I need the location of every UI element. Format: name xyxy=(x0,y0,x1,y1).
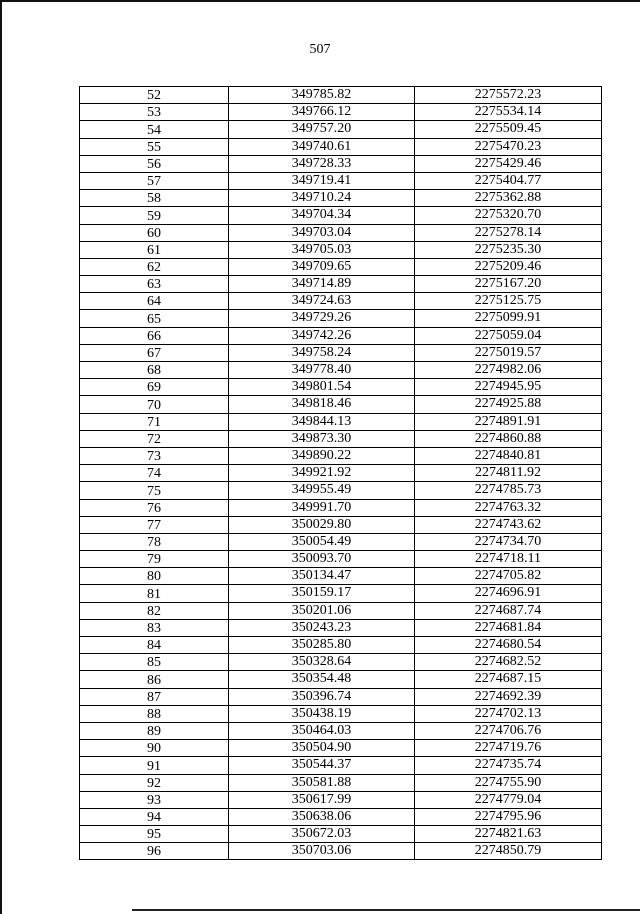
point-number-cell: 65 xyxy=(80,310,229,327)
y-coordinate-cell: 2274718.11 xyxy=(415,551,602,568)
x-coordinate-cell: 349801.54 xyxy=(229,379,415,396)
point-number-cell: 89 xyxy=(80,722,229,739)
table-row xyxy=(80,327,602,344)
point-number-cell: 86 xyxy=(80,671,229,688)
x-coordinate-cell: 349778.40 xyxy=(229,362,415,379)
x-coordinate-cell: 349766.12 xyxy=(229,104,415,121)
point-number-cell: 77 xyxy=(80,516,229,533)
y-coordinate-cell: 2274860.88 xyxy=(415,430,602,447)
x-coordinate-cell: 349724.63 xyxy=(229,293,415,310)
point-number-cell: 88 xyxy=(80,705,229,722)
table-row xyxy=(80,482,602,499)
y-coordinate-cell: 2275099.91 xyxy=(415,310,602,327)
point-number-cell: 68 xyxy=(80,362,229,379)
point-number-cell: 73 xyxy=(80,447,229,464)
point-number-cell: 76 xyxy=(80,499,229,516)
y-coordinate-cell: 2274692.39 xyxy=(415,688,602,705)
table-row xyxy=(80,843,602,860)
point-number-cell: 59 xyxy=(80,207,229,224)
x-coordinate-cell: 349991.70 xyxy=(229,499,415,516)
y-coordinate-cell: 2275209.46 xyxy=(415,258,602,275)
x-coordinate-cell: 350672.03 xyxy=(229,826,415,843)
table-row xyxy=(80,379,602,396)
y-coordinate-cell: 2274785.73 xyxy=(415,482,602,499)
y-coordinate-cell: 2274891.91 xyxy=(415,413,602,430)
x-coordinate-cell: 350243.23 xyxy=(229,619,415,636)
point-number-cell: 74 xyxy=(80,465,229,482)
point-number-cell: 70 xyxy=(80,396,229,413)
point-number-cell: 93 xyxy=(80,791,229,808)
point-number-cell: 56 xyxy=(80,155,229,172)
page-number: 507 xyxy=(309,42,331,57)
table-row xyxy=(80,705,602,722)
x-coordinate-cell: 349710.24 xyxy=(229,190,415,207)
y-coordinate-cell: 2274755.90 xyxy=(415,774,602,791)
point-number-cell: 84 xyxy=(80,637,229,654)
point-number-cell: 62 xyxy=(80,258,229,275)
y-coordinate-cell: 2274735.74 xyxy=(415,757,602,774)
y-coordinate-cell: 2275470.23 xyxy=(415,138,602,155)
x-coordinate-cell: 349873.30 xyxy=(229,430,415,447)
table-row xyxy=(80,87,602,104)
x-coordinate-cell: 349890.22 xyxy=(229,447,415,464)
page-bottom-edge xyxy=(132,909,640,911)
x-coordinate-cell: 350638.06 xyxy=(229,808,415,825)
point-number-cell: 87 xyxy=(80,688,229,705)
table-row xyxy=(80,224,602,241)
x-coordinate-cell: 349703.04 xyxy=(229,224,415,241)
x-coordinate-cell: 349704.34 xyxy=(229,207,415,224)
y-coordinate-cell: 2274696.91 xyxy=(415,585,602,602)
x-coordinate-cell: 349818.46 xyxy=(229,396,415,413)
x-coordinate-cell: 350328.64 xyxy=(229,654,415,671)
y-coordinate-cell: 2274779.04 xyxy=(415,791,602,808)
x-coordinate-cell: 349785.82 xyxy=(229,87,415,104)
point-number-cell: 53 xyxy=(80,104,229,121)
table-row xyxy=(80,791,602,808)
point-number-cell: 52 xyxy=(80,87,229,104)
y-coordinate-cell: 2275429.46 xyxy=(415,155,602,172)
y-coordinate-cell: 2274687.15 xyxy=(415,671,602,688)
table-row xyxy=(80,585,602,602)
coordinates-table xyxy=(79,86,602,860)
point-number-cell: 95 xyxy=(80,826,229,843)
point-number-cell: 63 xyxy=(80,276,229,293)
table-row xyxy=(80,121,602,138)
point-number-cell: 81 xyxy=(80,585,229,602)
y-coordinate-cell: 2275167.20 xyxy=(415,276,602,293)
table-row xyxy=(80,344,602,361)
table-row xyxy=(80,241,602,258)
y-coordinate-cell: 2274719.76 xyxy=(415,740,602,757)
point-number-cell: 80 xyxy=(80,568,229,585)
y-coordinate-cell: 2275278.14 xyxy=(415,224,602,241)
x-coordinate-cell: 350093.70 xyxy=(229,551,415,568)
y-coordinate-cell: 2275362.88 xyxy=(415,190,602,207)
point-number-cell: 94 xyxy=(80,808,229,825)
point-number-cell: 71 xyxy=(80,413,229,430)
x-coordinate-cell: 349757.20 xyxy=(229,121,415,138)
point-number-cell: 92 xyxy=(80,774,229,791)
x-coordinate-cell: 349742.26 xyxy=(229,327,415,344)
x-coordinate-cell: 350134.47 xyxy=(229,568,415,585)
y-coordinate-cell: 2275320.70 xyxy=(415,207,602,224)
y-coordinate-cell: 2274763.32 xyxy=(415,499,602,516)
table-row xyxy=(80,516,602,533)
y-coordinate-cell: 2274850.79 xyxy=(415,843,602,860)
point-number-cell: 54 xyxy=(80,121,229,138)
table-row xyxy=(80,276,602,293)
y-coordinate-cell: 2274705.82 xyxy=(415,568,602,585)
y-coordinate-cell: 2275125.75 xyxy=(415,293,602,310)
x-coordinate-cell: 349705.03 xyxy=(229,241,415,258)
table-row xyxy=(80,826,602,843)
table-row xyxy=(80,533,602,550)
point-number-cell: 72 xyxy=(80,430,229,447)
table-row xyxy=(80,413,602,430)
x-coordinate-cell: 350544.37 xyxy=(229,757,415,774)
table-row xyxy=(80,757,602,774)
x-coordinate-cell: 350201.06 xyxy=(229,602,415,619)
y-coordinate-cell: 2274743.62 xyxy=(415,516,602,533)
x-coordinate-cell: 350054.49 xyxy=(229,533,415,550)
point-number-cell: 69 xyxy=(80,379,229,396)
y-coordinate-cell: 2274925.88 xyxy=(415,396,602,413)
point-number-cell: 67 xyxy=(80,344,229,361)
y-coordinate-cell: 2274982.06 xyxy=(415,362,602,379)
point-number-cell: 58 xyxy=(80,190,229,207)
y-coordinate-cell: 2274680.54 xyxy=(415,637,602,654)
point-number-cell: 55 xyxy=(80,138,229,155)
point-number-cell: 60 xyxy=(80,224,229,241)
x-coordinate-cell: 350504.90 xyxy=(229,740,415,757)
point-number-cell: 79 xyxy=(80,551,229,568)
table-row xyxy=(80,258,602,275)
y-coordinate-cell: 2274811.92 xyxy=(415,465,602,482)
y-coordinate-cell: 2274734.70 xyxy=(415,533,602,550)
table-row xyxy=(80,808,602,825)
y-coordinate-cell: 2274681.84 xyxy=(415,619,602,636)
table-row xyxy=(80,172,602,189)
point-number-cell: 66 xyxy=(80,327,229,344)
x-coordinate-cell: 350581.88 xyxy=(229,774,415,791)
point-number-cell: 75 xyxy=(80,482,229,499)
table-row xyxy=(80,688,602,705)
point-number-cell: 61 xyxy=(80,241,229,258)
table-row xyxy=(80,310,602,327)
point-number-cell: 85 xyxy=(80,654,229,671)
point-number-cell: 91 xyxy=(80,757,229,774)
y-coordinate-cell: 2275509.45 xyxy=(415,121,602,138)
table-row xyxy=(80,619,602,636)
y-coordinate-cell: 2274945.95 xyxy=(415,379,602,396)
table-row xyxy=(80,104,602,121)
x-coordinate-cell: 350354.48 xyxy=(229,671,415,688)
x-coordinate-cell: 349729.26 xyxy=(229,310,415,327)
x-coordinate-cell: 350029.80 xyxy=(229,516,415,533)
table-row xyxy=(80,430,602,447)
x-coordinate-cell: 349740.61 xyxy=(229,138,415,155)
y-coordinate-cell: 2275235.30 xyxy=(415,241,602,258)
y-coordinate-cell: 2274702.13 xyxy=(415,705,602,722)
point-number-cell: 78 xyxy=(80,533,229,550)
point-number-cell: 57 xyxy=(80,172,229,189)
y-coordinate-cell: 2275572.23 xyxy=(415,87,602,104)
x-coordinate-cell: 349758.24 xyxy=(229,344,415,361)
table-row xyxy=(80,190,602,207)
point-number-cell: 96 xyxy=(80,843,229,860)
y-coordinate-cell: 2274706.76 xyxy=(415,722,602,739)
x-coordinate-cell: 349709.65 xyxy=(229,258,415,275)
x-coordinate-cell: 350159.17 xyxy=(229,585,415,602)
table-row xyxy=(80,207,602,224)
table-row xyxy=(80,465,602,482)
point-number-cell: 64 xyxy=(80,293,229,310)
table-row xyxy=(80,551,602,568)
table-row xyxy=(80,722,602,739)
table-row xyxy=(80,447,602,464)
table-row xyxy=(80,138,602,155)
y-coordinate-cell: 2275019.57 xyxy=(415,344,602,361)
x-coordinate-cell: 350396.74 xyxy=(229,688,415,705)
x-coordinate-cell: 350617.99 xyxy=(229,791,415,808)
x-coordinate-cell: 349728.33 xyxy=(229,155,415,172)
table-row xyxy=(80,155,602,172)
table-row xyxy=(80,671,602,688)
point-number-cell: 90 xyxy=(80,740,229,757)
table-row xyxy=(80,568,602,585)
x-coordinate-cell: 349714.89 xyxy=(229,276,415,293)
table-row xyxy=(80,293,602,310)
y-coordinate-cell: 2274687.74 xyxy=(415,602,602,619)
x-coordinate-cell: 349921.92 xyxy=(229,465,415,482)
x-coordinate-cell: 350703.06 xyxy=(229,843,415,860)
table-row xyxy=(80,396,602,413)
coordinates-table-body xyxy=(80,87,602,860)
table-row xyxy=(80,499,602,516)
y-coordinate-cell: 2275534.14 xyxy=(415,104,602,121)
table-row xyxy=(80,637,602,654)
x-coordinate-cell: 349955.49 xyxy=(229,482,415,499)
table-row xyxy=(80,654,602,671)
x-coordinate-cell: 349844.13 xyxy=(229,413,415,430)
y-coordinate-cell: 2274821.63 xyxy=(415,826,602,843)
y-coordinate-cell: 2275404.77 xyxy=(415,172,602,189)
y-coordinate-cell: 2274840.81 xyxy=(415,447,602,464)
table-row xyxy=(80,740,602,757)
x-coordinate-cell: 350285.80 xyxy=(229,637,415,654)
table-row xyxy=(80,774,602,791)
x-coordinate-cell: 349719.41 xyxy=(229,172,415,189)
y-coordinate-cell: 2274682.52 xyxy=(415,654,602,671)
table-row xyxy=(80,602,602,619)
y-coordinate-cell: 2275059.04 xyxy=(415,327,602,344)
y-coordinate-cell: 2274795.96 xyxy=(415,808,602,825)
point-number-cell: 83 xyxy=(80,619,229,636)
table-row xyxy=(80,362,602,379)
point-number-cell: 82 xyxy=(80,602,229,619)
x-coordinate-cell: 350464.03 xyxy=(229,722,415,739)
x-coordinate-cell: 350438.19 xyxy=(229,705,415,722)
